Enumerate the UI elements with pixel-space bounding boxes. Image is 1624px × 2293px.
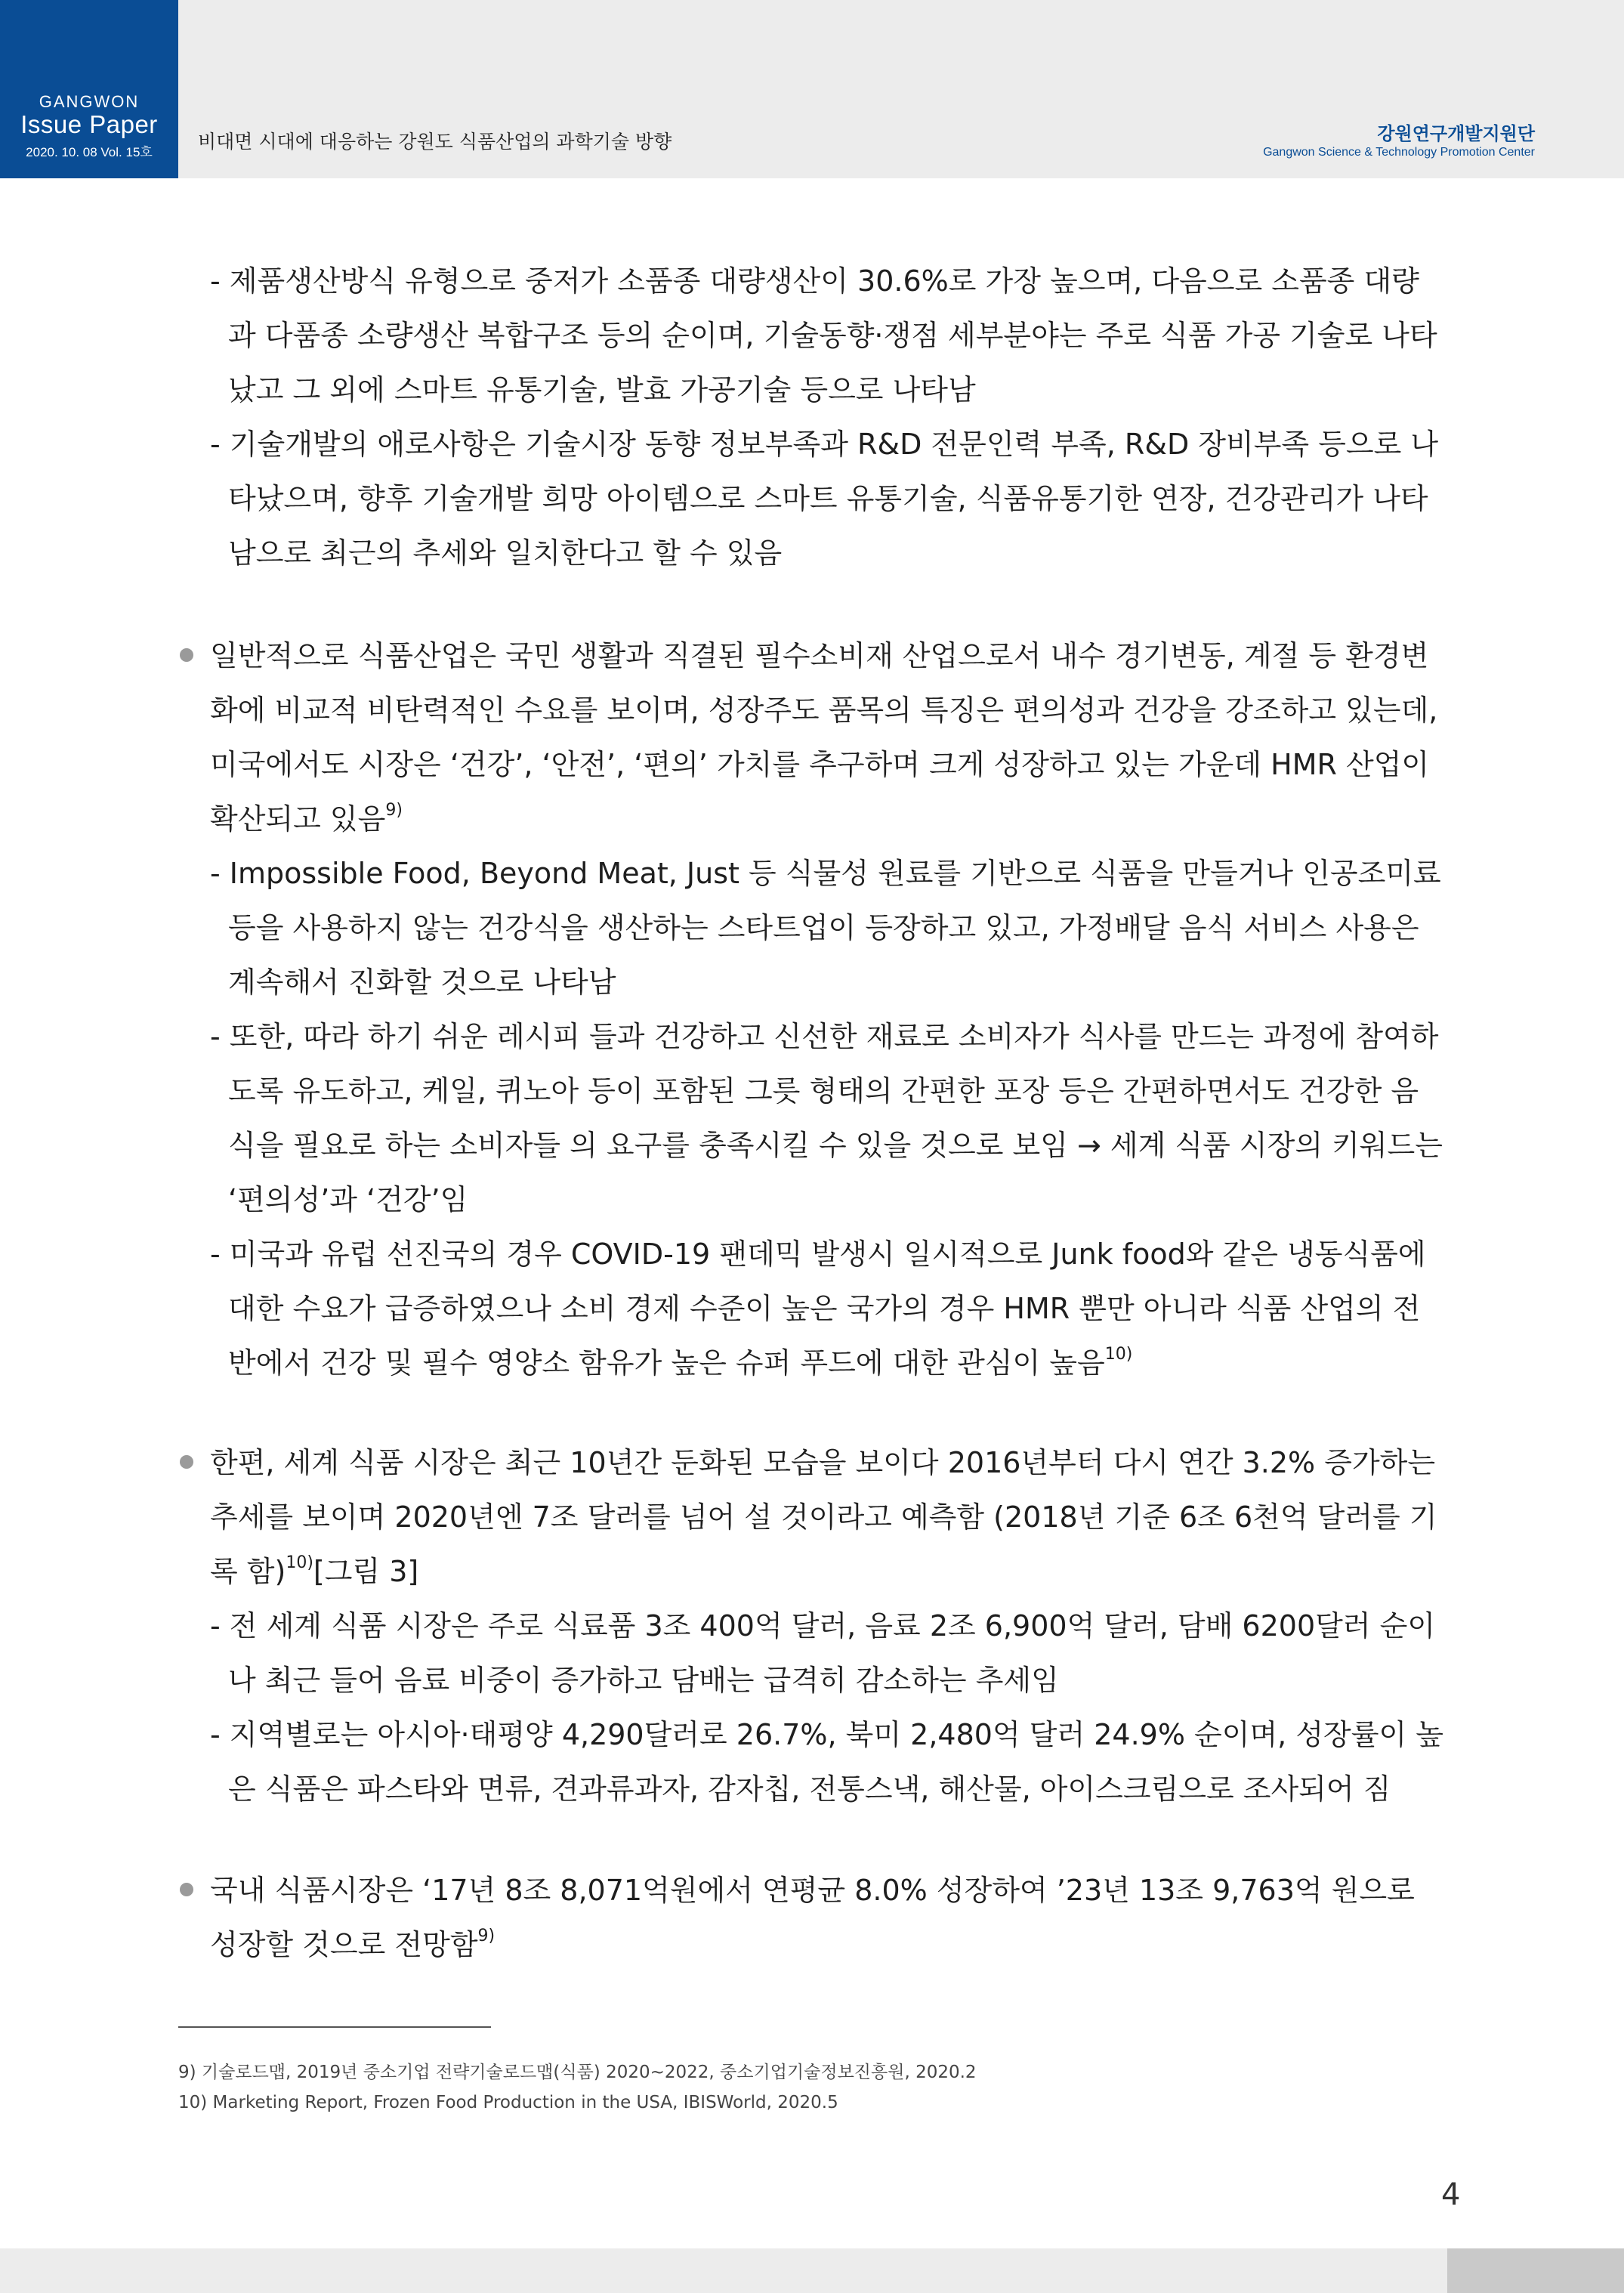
- footnote-ref: 10): [286, 1553, 313, 1572]
- issue-date: 2020. 10. 08 Vol. 15호: [26, 145, 153, 159]
- sub-item-rnd-difficulties: - 기술개발의 애로사항은 기술시장 동향 정보부족과 R&D 전문인력 부족, R&D 장비부족 등으로 나타났으며, 향후 기술개발 희망 아이템으로 스마트 유통기술, 식품유통기한 연장, 건강관리가 나타남으로 최근의 추세와 일치한다고 할 수 있음: [210, 428, 1439, 570]
- sub-item-regional-growth: - 지역별로는 아시아·태평양 4,290달러로 26.7%, 북미 2,480억 달러 24.9% 순이며, 성장률이 높은 식품은 파스타와 면류, 견과류과자, 감자칩, 전통스낵, 해산물, 아이스크림으로 조사되어 짐: [210, 1718, 1443, 1806]
- brand-region-label: GANGWON: [39, 92, 140, 111]
- page-number: 4: [1441, 2177, 1461, 2212]
- issue-paper-logo: [0, 0, 178, 178]
- brand-title: Issue Paper: [20, 110, 158, 138]
- footer-bar: [0, 2248, 1624, 2293]
- page-header: [0, 0, 1624, 178]
- bullet-paragraph-food-industry: [210, 629, 1444, 846]
- footnote-ref: 9): [385, 801, 403, 820]
- bullet-icon: [180, 648, 193, 662]
- sub-item-production-method: - 제품생산방식 유형으로 중저가 소품종 대량생산이 30.6%로 가장 높으며, 다음으로 소품종 대량과 다품종 소량생산 복합구조 등의 순이며, 기술동향·쟁점 세부분야는 주로 식품 가공 기술로 나타났고 그 외에 스마트 유통기술, 발효 가공기술 등으로 나타남: [210, 264, 1437, 406]
- footnote-ref: 10): [1104, 1345, 1133, 1364]
- bullet-icon: [180, 1455, 193, 1469]
- bullet-icon: [180, 1883, 193, 1896]
- bullet-text: 일반적으로 식품산업은 국민 생활과 직결된 필수소비재 산업으로서 내수 경기변동, 계절 등 환경변화에 비교적 비탄력적인 수요를 보이며, 성장주도 품목의 특징은 편의성과 건강을 강조하고 있는데, 미국에서도 시장은 ‘건강’, ‘안전’, ‘편의’ 가치를 추구하며 크게 성장하고 있는 가운데 HMR 산업이 확산되고 있음: [210, 639, 1438, 836]
- sub-item-convenience-health: - 또한, 따라 하기 쉬운 레시피 들과 건강하고 신선한 재료로 소비자가 식사를 만드는 과정에 참여하도록 유도하고, 케일, 퀴노아 등이 포함된 그릇 형태의 간편한 포장 등은 간편하면서도 건강한 음식을 필요로 하는 소비자들 의 요구를 충족시킬 수 있을 것으로 보임 → 세계 식품 시장의 키워드는 ‘편의성’과 ‘건강’임: [210, 1020, 1443, 1216]
- sub-item-text: - 미국과 유럽 선진국의 경우 COVID-19 팬데믹 발생시 일시적으로 Junk food와 같은 냉동식품에 대한 수요가 급증하였으나 소비 경제 수준이 높은 국가의 경우 HMR 뿐만 아니라 식품 산업의 전반에서 건강 및 필수 영양소 함유가 높은 슈퍼 푸드에 대한 관심이 높음: [210, 1238, 1426, 1380]
- footnote-9: 9) 기술로드맵, 2019년 중소기업 전략기술로드맵(식품) 2020~2022, 중소기업기술정보진흥원, 2020.2: [178, 2063, 977, 2082]
- bullet-paragraph-global-market: [210, 1435, 1444, 1599]
- bullet-paragraph-domestic-market: [210, 1863, 1444, 1972]
- footnote-divider: [178, 2026, 491, 2028]
- figure-reference: [그림 3]: [313, 1555, 419, 1588]
- footnote-10: 10) Marketing Report, Frozen Food Production in the USA, IBISWorld, 2020.5: [178, 2093, 838, 2112]
- report-title: 비대면 시대에 대응하는 강원도 식품산업의 과학기술 방향: [198, 131, 672, 153]
- bullet-text: 한편, 세계 식품 시장은 최근 10년간 둔화된 모습을 보이다 2016년부터 다시 연간 3.2% 증가하는 추세를 보이며 2020년엔 7조 달러를 넘어 설 것이라고 예측함 (2018년 기준 6조 6천억 달러를 기록 함): [210, 1446, 1437, 1588]
- sub-item-startups: - Impossible Food, Beyond Meat, Just 등 식물성 원료를 기반으로 식품을 만들거나 인공조미료 등을 사용하지 않는 건강식을 생산하는 스타트업이 등장하고 있고, 가정배달 음식 서비스 사용은 계속해서 진화할 것으로 나타남: [210, 857, 1441, 999]
- organization-name-english: Gangwon Science & Technology Promotion Center: [1263, 146, 1535, 159]
- sub-item-covid-demand: [210, 1227, 1444, 1390]
- sub-item-market-composition: - 전 세계 식품 시장은 주로 식료품 3조 400억 달러, 음료 2조 6,900억 달러, 담배 6200달러 순이나 최근 들어 음료 비중이 증가하고 담배는 급격히 감소하는 추세임: [210, 1609, 1436, 1697]
- organization-name-korean: 강원연구개발지원단: [1377, 123, 1535, 144]
- footer-accent: [1447, 2248, 1624, 2293]
- footnote-ref: 9): [477, 1927, 496, 1945]
- bullet-text: 국내 식품시장은 ‘17년 8조 8,071억원에서 연평균 8.0% 성장하여 ’23년 13조 9,763억 원으로 성장할 것으로 전망함: [210, 1874, 1415, 1961]
